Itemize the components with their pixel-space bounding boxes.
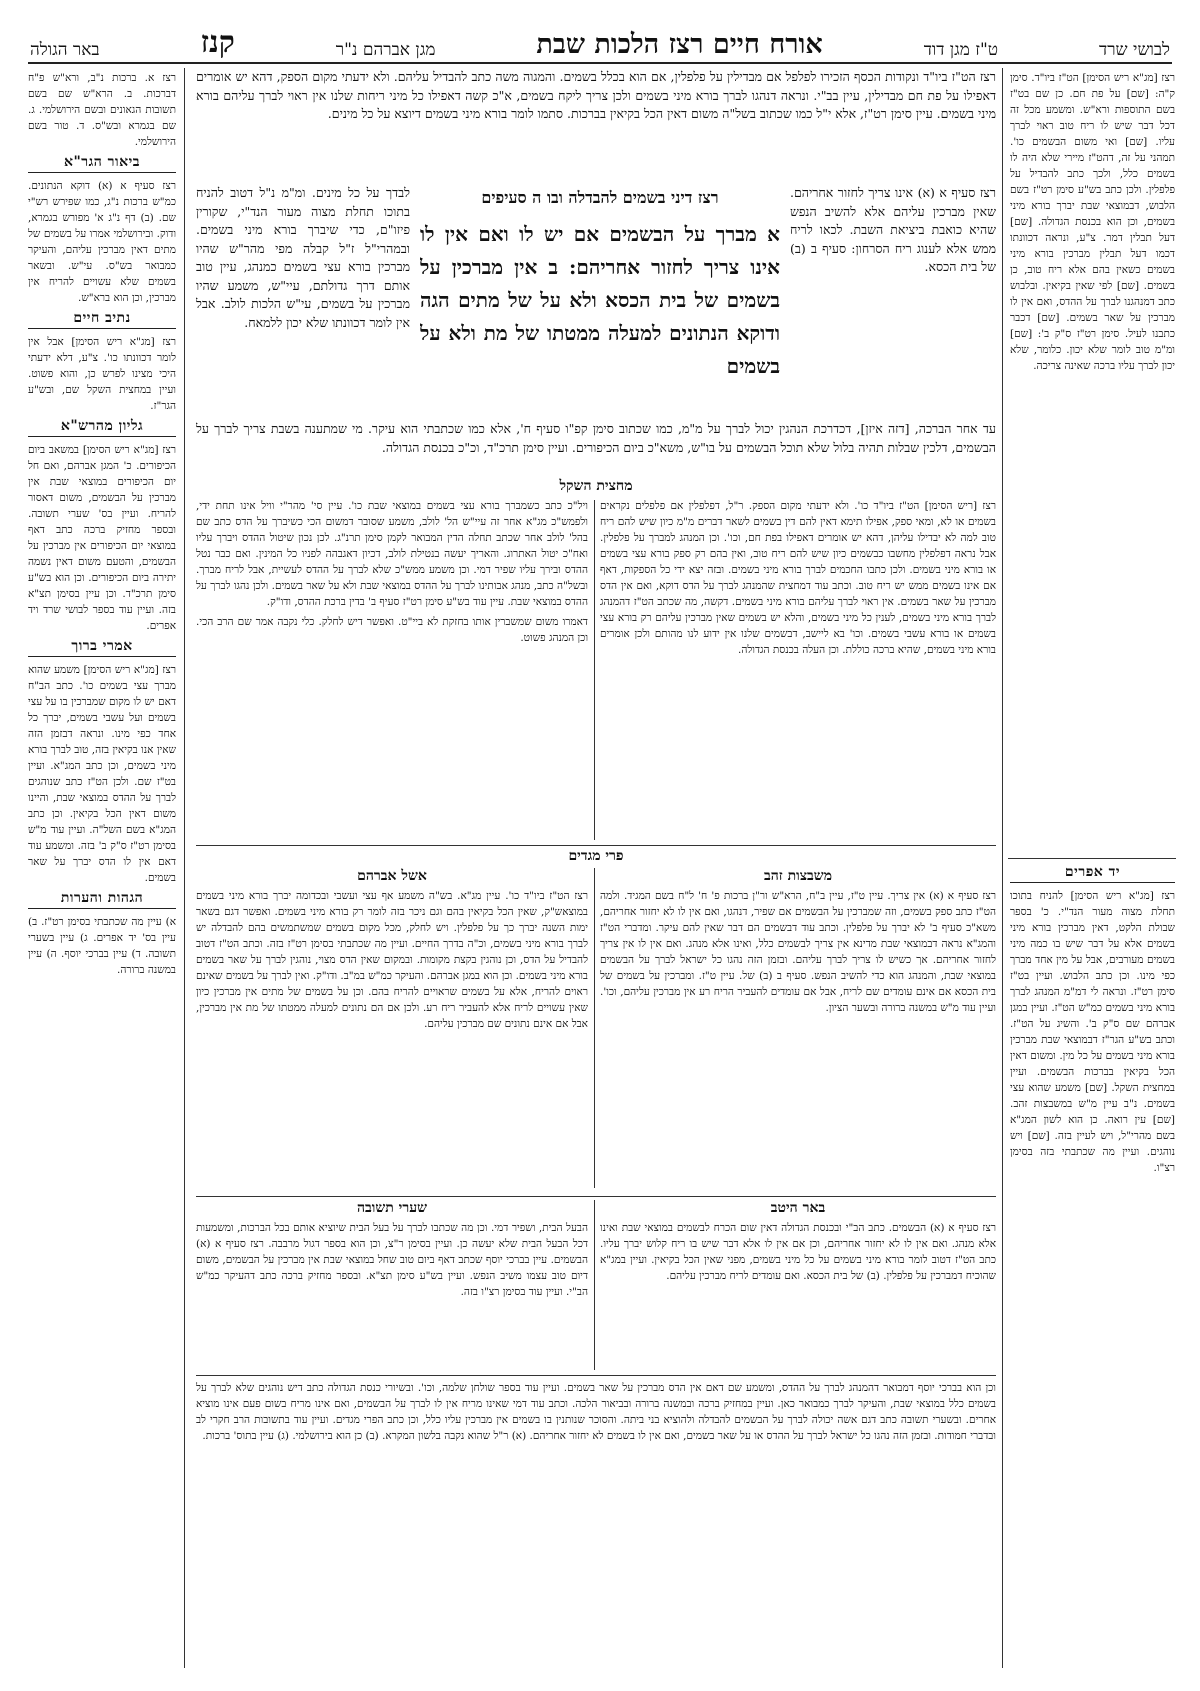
levushei-srad-text: רצז [מג"א ריש הסימן] הט"ז ביו"ד. סימן ק"ה: [שם] על פת חם. כן שם בט"ז בשם התוספות ורא"ש. ומשמע מכל זה דכל דבר שיש לו ריח טוב ראוי לברך עליו. [שם] ואי משום הבשמים כו'. תמהני על זה, דהט"ז מיירי שלא היה לו בשמים כלל, ולכך כתב להבדיל על פלפלין. ולכן כתב בש"ע סימן רט"ז בשם הלבוש, דבמוצאי שבת יברך בורא מיני בשמים, וכן הוא בכנסת הגדולה. [שם] דעל תבלין דמר. צ"ע, ונראה דכוונתו דכמו דעל תבלין מברכין בורא מיני בשמים כשאין בהם אלא ריח טוב, כן בשמים. [שם] לפי שאין בקיאין. ובלבוש כתב דמנהגנו לברך על ההדס, ואם אין לו מברכין על שאר בשמים. [שם] דכבר כתבנו לעיל. סימן רט"ז ס"ק ב': [שם] ומ"מ טוב לומר שלא יכון. כלומר, שלא יכון לברך עליו ברכה שאינה צריכה. [1010,72,1175,372]
shach-side-commentary [196,184,410,416]
header-mid-left: מגן אברהם נ"ר [335,40,436,60]
right-column-divider [1002,68,1003,1668]
right-column-bottom [1010,862,1175,1662]
nativ-chaim-text: רצז [מג"א ריש הסימן] אבל אין לומר דכוונתו כו'. צ"ע, דלא ידעתי היכי מצינו לפרש כן, והוא פשוט. ועיין במחצית השקל שם, ובש"ע הגר"ז. [28,336,176,412]
mishbetzot-text: רצז סעיף א (א) אין צריך. עיין ט"ז, עיין ב"ח, הרא"ש ור"ן ברכות פ' ח' ל"ח בשם המגיד. ולמה הט"ז כתב ספק בשמים, וזה שמברכין על הבשמים אם שפיר, דנהגו, ואם אין לו לא יחזור אחריהם, משא"כ סעיף ב' לא יברך על פלפלין. וכתב עוד דבשמים הם דבר שאין להם עיקר. ומדברי הט"ז והמג"א נראה דבמוצאי שבת מדינא אין צריך לבשמים כלל, ואינו אלא מנהג. ואם אין לו אין צריך לחזור אחריהם. אך כשיש לו צריך לברך עליהם. ובזמן הזה נהגו כל ישראל לברך על הבשמים במוצאי שבת, והמנהג הוא כדי להשיב הנפש. סעיף ב (ב) של. עיין ט"ז. ומברכין על בשמים של בית הכסא אם אינם עומדים שם לריח, אבל אם עומדים להעביר הריח רע אין מברכין עליהם, וכו'. ועיין עוד מ"ש במשנה ברורה ובשער הציון. [600,890,996,1014]
machatzit-right-column [600,498,996,838]
eshel-text: רצז הט"ז ביו"ד כו'. עיין מג"א. בש"ה משמע אף עצי ועשבי ובכדומה יברך בורא מיני בשמים במוצאש"ק, שאין הכל בקיאין בהם וגם ניכר בזה לומר רק בורא מיני בשמים. ואפשר דגם בשאר ימות השנה יברך כך על פלפלין. ויש לחלק, מכל מקום בשמים שמשתמשים בהם להבדלה יש לברך בורא מיני בשמים, וכ"ה בדרך החיים. ועיין מה שכתבתי בסימן רט"ז בזה. וכתב הט"ז דטוב להבדיל על הדס, וכן נוהגין בקצת מקומות. ובמקום שאין הדס מצוי, נוהגין לברך על שאר בשמים בורא מיני בשמים. וכן הוא במגן אברהם. והעיקר כמ"ש במ"ב. ודו"ק. ואין לברך על בשמים שאינם ראוים להריח, אלא על בשמים שראויים להריח בהם. וכן על בשמים של מתים אין מברכין כיון שאין עשויים לריח אלא להעביר ריח רע. ולכן אם הם נתונים למעלה ממטתו של מת אין מברכין, אבל אם אינם נתונים שם מברכין עליהם. [196,890,588,1030]
header-mid-right: ט"ז מגן דוד [923,40,999,60]
right-column-top [1010,70,1175,850]
taz-side-commentary [790,184,996,416]
taz-top-text: רצז הט"ז ביו"ד ונקודות הכסף הזכירו לפלפל אם מבדילין על פלפלין, אם הוא בכלל בשמים. והמגוה משה כתב להבדיל עליהם. ולא ידעתי מקום הספק, דהא יש אומרים דאפילו על פת חם מבדילין, עיין בב"י. ונראה דנהגו לברך בורא מיני בשמים ולכן צריך ליקח בשמים, א"כ קשה דאפילו כל מיני ריחות שלנו אין ראוי לברך עליהם בורא מיני בשמים. עיין סימן רט"ז, אלא י"ל כמו שכתוב בשל"ה משום דאין הכל בקיאין בברכות. סתמו לומר בורא מיני בשמים דיוצא על כל מינים. [196,69,996,121]
machatzit-text-1: רצז [ריש הסימן] הט"ז ביו"ד כו'. ולא ידעתי מקום הספק. ר"ל, דפלפלין אם פלפלים נקראים בשמים או לא, ומאי ספק, אפילו תימא דאין להם דין בשמים לשאר דברים מ"מ כיון שיש להם ריח טוב למה לא יבדילו עליהן, דהא יש אומרים דאפילו בפת חם, וכו'. וכן המנהג למברך על פלפלין. אבל נראה דפלפלין מחשבו כבשמים כיון שיש להם ריח טוב, ואין בהם רק ספק בורא עצי בשמים או בורא מיני בשמים. ולכן כתבו החכמים לברך בורא מיני בשמים. ובזה יצא ידי כל הספקות, דאף אם אינו בשמים ממש יש ריח טוב. וכתב עוד דמחצית שהמנהג לברך על הדס דוקא, ואם אין הדס מברכין על שאר בשמים. אין ראוי לברך עליהם בורא מיני בשמים. דקשה, מה שכתב הט"ז דהמנהג לברך בורא מיני בשמים, לענין כל מיני בשמים, והלא יש בשמים שאין מברכין עליהם רק בורא עצי בשמים או בורא עשבי בשמים. וכו' בא ליישב, דבשמים שלנו אין ידוע לנו מהותם ולכן אומרים בורא מיני בשמים, שהיא ברכה כוללת. וכן העלה בכנסת הגדולה. [600,500,996,656]
baer-heitev-vertical-divider [594,1200,595,1370]
eshel-label: אשל אברהם [357,868,427,884]
header-divider [28,62,1172,64]
nativ-chaim-label: נתיב חיים [28,310,176,329]
machatzit-divider [594,500,595,840]
header-left-side: באר הגולה [30,40,100,60]
yad-efraim-label: יד אפרים [1010,864,1175,883]
imrei-baruch-label: אמרי ברוך [28,638,176,657]
shaarei-teshuva-text: הבעל הבית, ושפיר דמי. וכן מה שכתבו לברך על בעל הבית שיוציא אותם בכל הברכות, ומשמעות דכל הבעל הבית שלא יעשה כן. ועיין בסימן ר"צ, וכן הוא בספר דגול מרבבה. רצז סעיף א (א) הבשמים. עיין בברכי יוסף שכתב דאף ביום טוב שחל במוצאי שבת אין מברכין על הבשמים, משום דיום טוב עצמו משיב הנפש. ועיין בש"ע סימן תצ"א. ובספר מחזיק ברכה כתב דהעיקר כמ"ש הב"י. ועיין עוד בסימן רצ"ו בזה. [196,1222,588,1298]
header-title: אורח חיים רצז הלכות שבת [536,29,823,60]
mishbetzot-divider [594,868,595,1188]
baer-heitev-divider [196,1196,996,1197]
bottom-full-text: וכן הוא בברכי יוסף דמבואר דהמנהג לברך על ההדס, ומשמע שם דאם אין הדס מברכין על שאר בשמים. ועיין עוד בספר שולחן שלמה, וכו'. ובשיורי כנסת הגדולה כתב דיש נוהגים שלא לברך על בשמים כלל במוצאי שבת, והעיקר לברך כמבואר כאן. ועיין במחזיק ברכה ובמשנה ברורה ובביאור הלכה. וכתב עוד דמי שאינו מריח אין לו לברך על הבשמים, ואם אינו מריח בשום פעם אינו מוציא אחרים. ובשערי תשובה כתב דגם אשה יכולה לברך על הבשמים להבדלה ולהוציא בני ביתה. והסוכר שנותנין בו בשמים אין מברכין עליו כלל, וכן כתב הפרי מגדים. ועיין עוד בתשובות הרב חקרי לב ובדברי חמודות. ובזמן הזה נהגו כל ישראל לברך על ההדס או על שאר בשמים, ואם אין לו בשמים לא יחזור אחריהם. (א) ר"ל שהוא נקבה בלשון המקרא. (ב) כן הוא בירושלמי. (ג) עיין בתוס' ברכות. [196,1382,996,1442]
main-shulchan-aruch-text: א מברך על הבשמים אם יש לו ואם אין לו אינו צריך לחזור אחריהם: ב אין מברכין על בשמים של בית הכסא ולא על של מתים הגה ודוקא הנתונים למעלה ממטתו של מת ולא על בשמים [420,222,780,378]
commentary-continuation-text: עד אחר הברכה, [דזה איזן], דכדרכת הנהגין יכול לברך על מ"מ, כמו שכתוב סימן קפ"ו סעיף ח', אלא כמו שכתבתי הוא עיקר. מי שמתענה בשבת צריך לברך על הבשמים, דלכין שבלות תהיה בלול שלא תוכל הבשמים על בו"ש, משא"כ ביום הכיפורים. ועיין סימן תרכ"ד, וכ"כ בכנסת הגדולה. [196,421,996,455]
shaarei-teshuva-label: שערי תשובה [356,1200,428,1216]
hagahot-label: הגהות והערות [28,890,176,909]
bottom-divider [196,1375,996,1376]
left-column-divider [184,68,185,1668]
biur-hagra-text: רצז סעיף א (א) דוקא הנתונים. כמ"ש ברכות נ"ג, כמו שפירש רש"י שם. (ב) דף נ"ג א' מפורש בגמרא, ודוק. ובירושלמי אמרו על בשמים של מתים דאין מברכין עליהם, והעיקר כמבואר בש"ס. עי"ש. ובשאר בשמים שלא עשויים להריח אין מברכין, וכן הוא ברא"ש. [28,180,176,304]
taz-top-commentary [196,68,996,180]
page-header [30,8,1170,60]
commentary-continuation [196,420,996,480]
shach-side-text: לבדך על כל מינים. ומ"מ נ"ל דטוב להניח בתוכו תחלת מצוה מעור הנד"י, שקורין פיזו"ם, כדי שיברך בורא מיני בשמים. ובמהרי"ל ז"ל קבלה מפי מהר"ש שהיו מברכין בורא עצי בשמים כמנהג, עיין טוב אותם דרך גדולתם, עיי"ש, משמע שהיו מברכין על בשמים, עי"ש הלכות לולב. אבל אין לומר דכוונתו שלא יכון ללמאח. [196,185,410,330]
biur-hagra-label: ביאור הגר"א [28,154,176,173]
baer-heitev-text: רצז סעיף א (א) הבשמים. כתב הב"י ובכנסת הגדולה דאין שום הכרח לבשמים במוצאי שבת ואינו אלא מנהג. ואם אין לו לא יחזור אחריהם, וכן אם אין לו אלא דבר שיש בו ריח קלוש יברך עליו. כתב הט"ז דטוב לומר בורא מיני בשמים על כל מיני בשמים, מפני שאין הכל בקיאין. ועיין במג"א שהוכיח דמברכין על פלפלין. (ב) של בית הכסא. ואם עומדים לריח מברכין עליהם. [600,1222,996,1282]
mishbetzot-label: משבצות זהב [764,868,832,884]
yad-efraim-text: רצז [מג"א ריש הסימן] להניח בתוכו תחלת מצוה מעור הנד"י. כ' בספר שבולת הלקט, דאין מברכין בורא מיני בשמים אלא על דבר שיש בו כמה מיני בשמים מעורבים, אבל על מין אחד מברך כפי מינו. וכן כתב הלבוש. ועיין בט"ז סימן רט"ז. ונראה לי דמ"מ המנהג לברך בורא מיני בשמים כמ"ש הט"ז. ועיין במגן אברהם שם ס"ק ב'. והשיג על הט"ז. וכתב בש"ע הגר"ז דבמוצאי שבת מברכין בורא מיני בשמים על כל מין. ומשום דאין הכל בקיאין בברכות הבשמים. ועיין במחצית השקל. [שם] משמע שהוא עצי בשמים. נ"ב עיין מ"ש במשבצות זהב. [שם] עין רואה. כן הוא לשון המג"א בשם מהרי"ל, ויש לעיין בזה. [שם] ויש נוהגים. ועיין מה שכתבתי בזה בסימן רצ"ו. [1010,890,1175,1174]
gilyon-maharsha-text: רצז [מג"א ריש הסימן] במשאב ביום הכיפורים. כ' המגן אברהם, ואם חל יום הכיפורים במוצאי שבת אין מברכין על הבשמים, משום דאסור להריח. ועיין בס' שערי תשובה. ובספר מחזיק ברכה כתב דאף במוצאי יום הכיפורים אין מברכין על הבשמים, והטעם משום דאין נשמה יתירה ביום הכיפורים. וכן הוא בש"ע סימן תרכ"ד. וכן עיין בסימן תצ"א בזה. ועיין עוד בספר לבושי שרד ויד אפרים. [28,444,176,632]
gilyon-maharsha-label: גליון מהרש"א [28,418,176,437]
bottom-full-column [196,1380,996,1662]
mishbetzot-column [600,888,996,1188]
eshel-column [196,888,588,1188]
baer-hagola-text: רצז א. ברכות נ"ב, ורא"ש פ"ח דברכות. ב. הרא"ש שם בשם תשובות הגאונים ובשם הירושלמי. ג. שם בגמרא ובש"ס. ד. טור בשם הירושלמי. [28,72,176,148]
shaarei-teshuva-column [196,1220,588,1370]
pri-megadim-label: פרי מגדים [568,848,624,864]
right-section-divider [1008,858,1176,859]
baer-heitev-column [600,1220,996,1370]
taz-side-text: רצז סעיף א (א) אינו צריך לחזור אחריהם. שאין מברכין עליהם אלא להשיב הנפש שהיא כואבת ביציאת השבת. לכאו לריח ממש אלא לענוג ריח הסרחון: סעיף ב (ב) של בית הכסא. [790,185,996,274]
baer-heitev-label: באר היטב [770,1200,826,1216]
machatzit-text-2: ויל"כ כתב כשמברך בורא עצי בשמים במוצאי שבת כו'. עיין סי' מהר"י וויל אינו תחת ידי, ולפמש"כ מג"א אחר זה עיי"ש הל' לולב, משמע שסובר דמשום הכי כשיברך על הדס כתב שם בהל' לולב אחר שכתב תחלה הדין המבואר לקמן סימן תרנ"ג. לכן נכון שיטול ההדס ויברך עליו ואח"כ יטול האתרוג. והאריך יעשה בנטילת לולב, דכיון דאגבהה לפניו כל המינין. ואם כבר נטל ההדס ובירך עליו שפיר דמי. וכן משמע ממש"כ שלא לברך על ההדס לעשיית, אבל לריח מברך. ובשל"ה כתב, מנהג אבותינו לברך על ההדס במוצאי שבת ולא על שאר בשמים. ולכן נהגו לברך על ההדס במוצאי שבת. עיין עוד בש"ע סימן רט"ז סעיף ב' בדין ברכת ההדס, ודו"ק. [196,500,588,608]
page-number: קנז [200,25,235,60]
header-right-side: לבושי שרד [1099,40,1170,60]
machatzit-label: מחצית השקל [559,478,633,494]
hagahot-text: א) עיין מה שכתבתי בסימן רט"ז. ב) עיין בס' יד אפרים. ג) עיין בשערי תשובה. ד) עיין בברכי יוסף. ה) עיין במשנה ברורה. [28,916,176,976]
left-column [28,70,176,1665]
machatzit-text-3: דאמרו משום שמשברין אותו בחזקת לא ביי"ט. ואפשר דיש לחלק. כלי נקבה אמר שם הרב הכי. וכן המנהג פשוט. [196,616,588,644]
machatzit-left-column [196,498,588,838]
siman-heading: רצז דיני בשמים להבדלה ובו ה סעיפים [481,188,719,207]
pri-megadim-divider [196,845,996,846]
imrei-baruch-text: רצז [מג"א ריש הסימן] משמע שהוא מברך עצי בשמים כו'. כתב הב"ח דאם יש לו מקום שמברכין בו על עצי בשמים ועל עשבי בשמים, יברך כל אחד כפי מינו. ונראה דבזמן הזה שאין אנו בקיאין בזה, טוב לברך בורא מיני בשמים, וכן כתב המג"א. ועיין בט"ז שם. ולכן הט"ז כתב שנוהגים לברך על ההדס במוצאי שבת, והיינו משום דאין הכל בקיאין. וכן כתב המג"א בשם השל"ה. ועיין עוד מ"ש בסימן רט"ז ס"ק ב' בזה. ומשמע עוד דאם אין לו הדס יברך על שאר בשמים. [28,664,176,884]
